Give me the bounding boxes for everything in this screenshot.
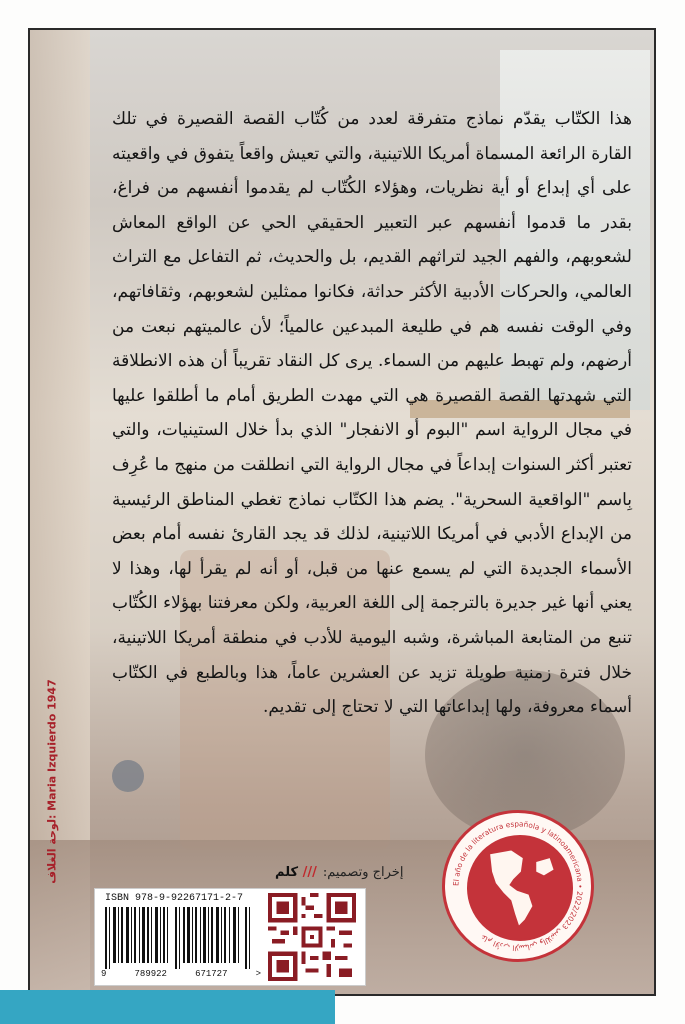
- americas-map-icon: [467, 835, 573, 941]
- isbn-text: ISBN 978-9-92267171-2-7: [105, 893, 244, 904]
- barcode-digit: >: [255, 969, 261, 979]
- blurb-text: [112, 102, 632, 725]
- design-label: إخراج وتصميم:: [322, 865, 404, 880]
- painting-ball: [112, 760, 144, 792]
- cover-credit: لوحة الغلاف: Maria Izquierdo 1947: [45, 679, 59, 884]
- barcode-digits: [101, 969, 261, 979]
- blurb-paragraph: هذا الكتّاب يقدّم نماذج متفرقة لعدد من كُتّاب القصة القصيرة في تلك القارة الرائعة المسماة أمريكا اللاتينية، والتي تعيش واقعاً يتفوق في واقعيته على أي إبداع أو أية نظريات، وهؤلاء الكُتّاب لم يقدموا أنفسهم من فراغ، بقدر ما قدموا أنفسهم عبر التعبير الحقيقي الحي عن الواقع المعاش لشعوبهم، والفهم الجيد لتراثهم القديم، بل والحديث، ثم التفاعل مع التراث العالمي، والحركات الأدبية الأكثر حداثة، فكانوا ممثلين لشعوبهم، وثقافاتهم، وفي الوقت نفسه هم في طليعة المبدعين عالمياً؛ لأن عالميتهم نبعت من أرضهم، ولم تهبط عليهم من السماء. يرى كل النقاد تقريباً أن هذه الانطلاقة التي شهدتها القصة القصيرة هي التي مهدت الطريق أمام ما أطلقوا عليها في مجال الرواية اسم "البوم أو الانفجار" الذي بدأ خلال الستينيات، والتي تعتبر أكثر السنوات إبداعاً في مجال الرواية التي انطلقت من منهج ما عُرِف بِاسم "الواقعية السحرية". يضم هذا الكتّاب نماذج تغطي المناطق الرئيسية من الإبداع الأدبي في أمريكا اللاتينية، لذلك قد يجد القارئ نفسه أمام بعض الأسماء الجديدة التي لم يسمع عنها من قبل، أو أنه لم يقرأ لها، وهذا لا يعني أنها غير جديرة بالترجمة إلى اللغة العربية، ولكن معرفتنا بهؤلاء الكُتّاب تنبع من المتابعة المباشرة، وشبه اليومية للأدب في منطقة أمريكا اللاتينية، خلال فترة زمنية طويلة تزيد عن العشرين عاماً، هذا وبالطبع في الكتّاب أسماء معروفة، ولها إبداعاتها التي لا تحتاج إلى تقديم.: [112, 109, 632, 718]
- design-credit: [275, 865, 403, 880]
- barcode-digit: 789922: [134, 969, 167, 979]
- design-logo: /// كلم: [275, 865, 317, 880]
- barcode-digit: 9: [101, 969, 107, 979]
- qr-code-icon: [268, 893, 356, 981]
- svg-text:El año de la literatura españo: El año de la literatura española y latinoamericana • عام الأدب الإسباني واللاتيني 2022/2023: [451, 819, 585, 953]
- barcode-icon: [105, 907, 253, 969]
- literature-year-seal: [442, 810, 594, 962]
- back-cover: [28, 28, 656, 996]
- map-silhouette-icon: [469, 837, 567, 935]
- barcode-panel: [94, 888, 366, 986]
- barcode-digit: 671727: [195, 969, 228, 979]
- bottom-color-band: [0, 990, 335, 1024]
